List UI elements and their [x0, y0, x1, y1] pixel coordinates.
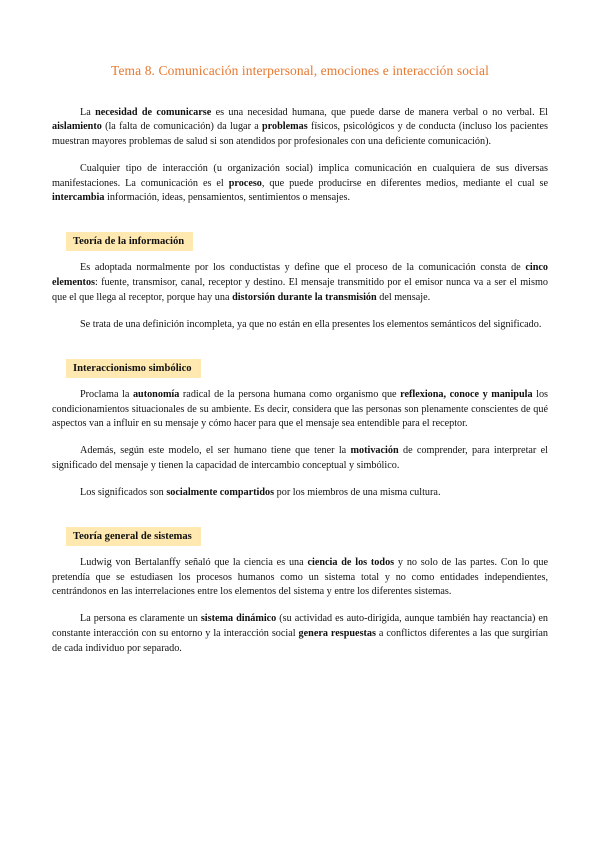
section-teoria-de-la-informacion	[52, 218, 548, 332]
paragraph: Se trata de una definición incompleta, ya que no están en ella presentes los elementos semánticos del significado.	[80, 318, 542, 330]
paragraph: Los significados son socialmente compartidos por los miembros de una misma cultura.	[80, 486, 441, 498]
paragraph: Cualquier tipo de interacción (u organización social) implica comunicación en cualquiera de sus diversas manifestaciones. La comunicación es el proceso, que puede producirse en diferentes medios, mediante el cual se intercambia información, ideas, pensamientos, sentimientos o mensajes.	[52, 162, 548, 204]
paragraph: Ludwig von Bertalanffy señaló que la ciencia es una ciencia de los todos y no solo de las partes. Con lo que pretendía que se estudiasen los procesos humanos como un sistema total y no como entidades independientes, centrándonos en las interrelaciones entre los elementos del sistema y entre los diferentes sistemas.	[52, 556, 548, 598]
section-heading: Teoría de la información	[66, 232, 193, 251]
paragraph: La necesidad de comunicarse es una necesidad humana, que puede darse de manera verbal o no verbal. El aislamiento (la falta de comunicación) da lugar a problemas físicos, psicológicos y de conducta (incluso los pacientes muestran mayores problemas de salud si son atendidos por profesionales con una deficiente comunicación).	[52, 106, 549, 148]
section-heading: Interaccionismo simbólico	[66, 359, 201, 378]
page-title: Tema 8. Comunicación interpersonal, emociones e interacción social	[111, 63, 489, 78]
paragraph: Proclama la autonomía radical de la persona humana como organismo que reflexiona, conoce y manipula los condicionamientos situacionales de su ambiente. Es decir, considera que las personas son plenamente conscientes de qué aspectos van a influir en su mensaje y cómo hacer para que el mensaje sea entendible para el receptor.	[52, 388, 549, 430]
section-heading: Teoría general de sistemas	[66, 527, 201, 546]
paragraph: Además, según este modelo, el ser humano tiene que tener la motivación de comprender, para interpretar el significado del mensaje y tienen la capacidad de intercambio conceptual y simbólico.	[52, 445, 548, 471]
paragraph: Es adoptada normalmente por los conductistas y define que el proceso de la comunicación consta de cinco elementos: fuente, transmisor, canal, receptor y destino. El mensaje transmitido por el emisor nunca va a ser el mismo que el que llega al receptor, porque hay una distorsión durante la transmisión del mensaje.	[52, 262, 548, 304]
section-teoria-general-de-sistemas	[52, 513, 548, 657]
paragraph: La persona es claramente un sistema dinámico (su actividad es auto-dirigida, aunque también hay reactancia) en constante interacción con su entorno y la interacción social genera respuestas a conflictos diferentes a las que surgirían de cada individuo por separado.	[52, 613, 548, 654]
intro-section	[52, 106, 548, 207]
section-interaccionismo-simbolico	[52, 345, 548, 501]
